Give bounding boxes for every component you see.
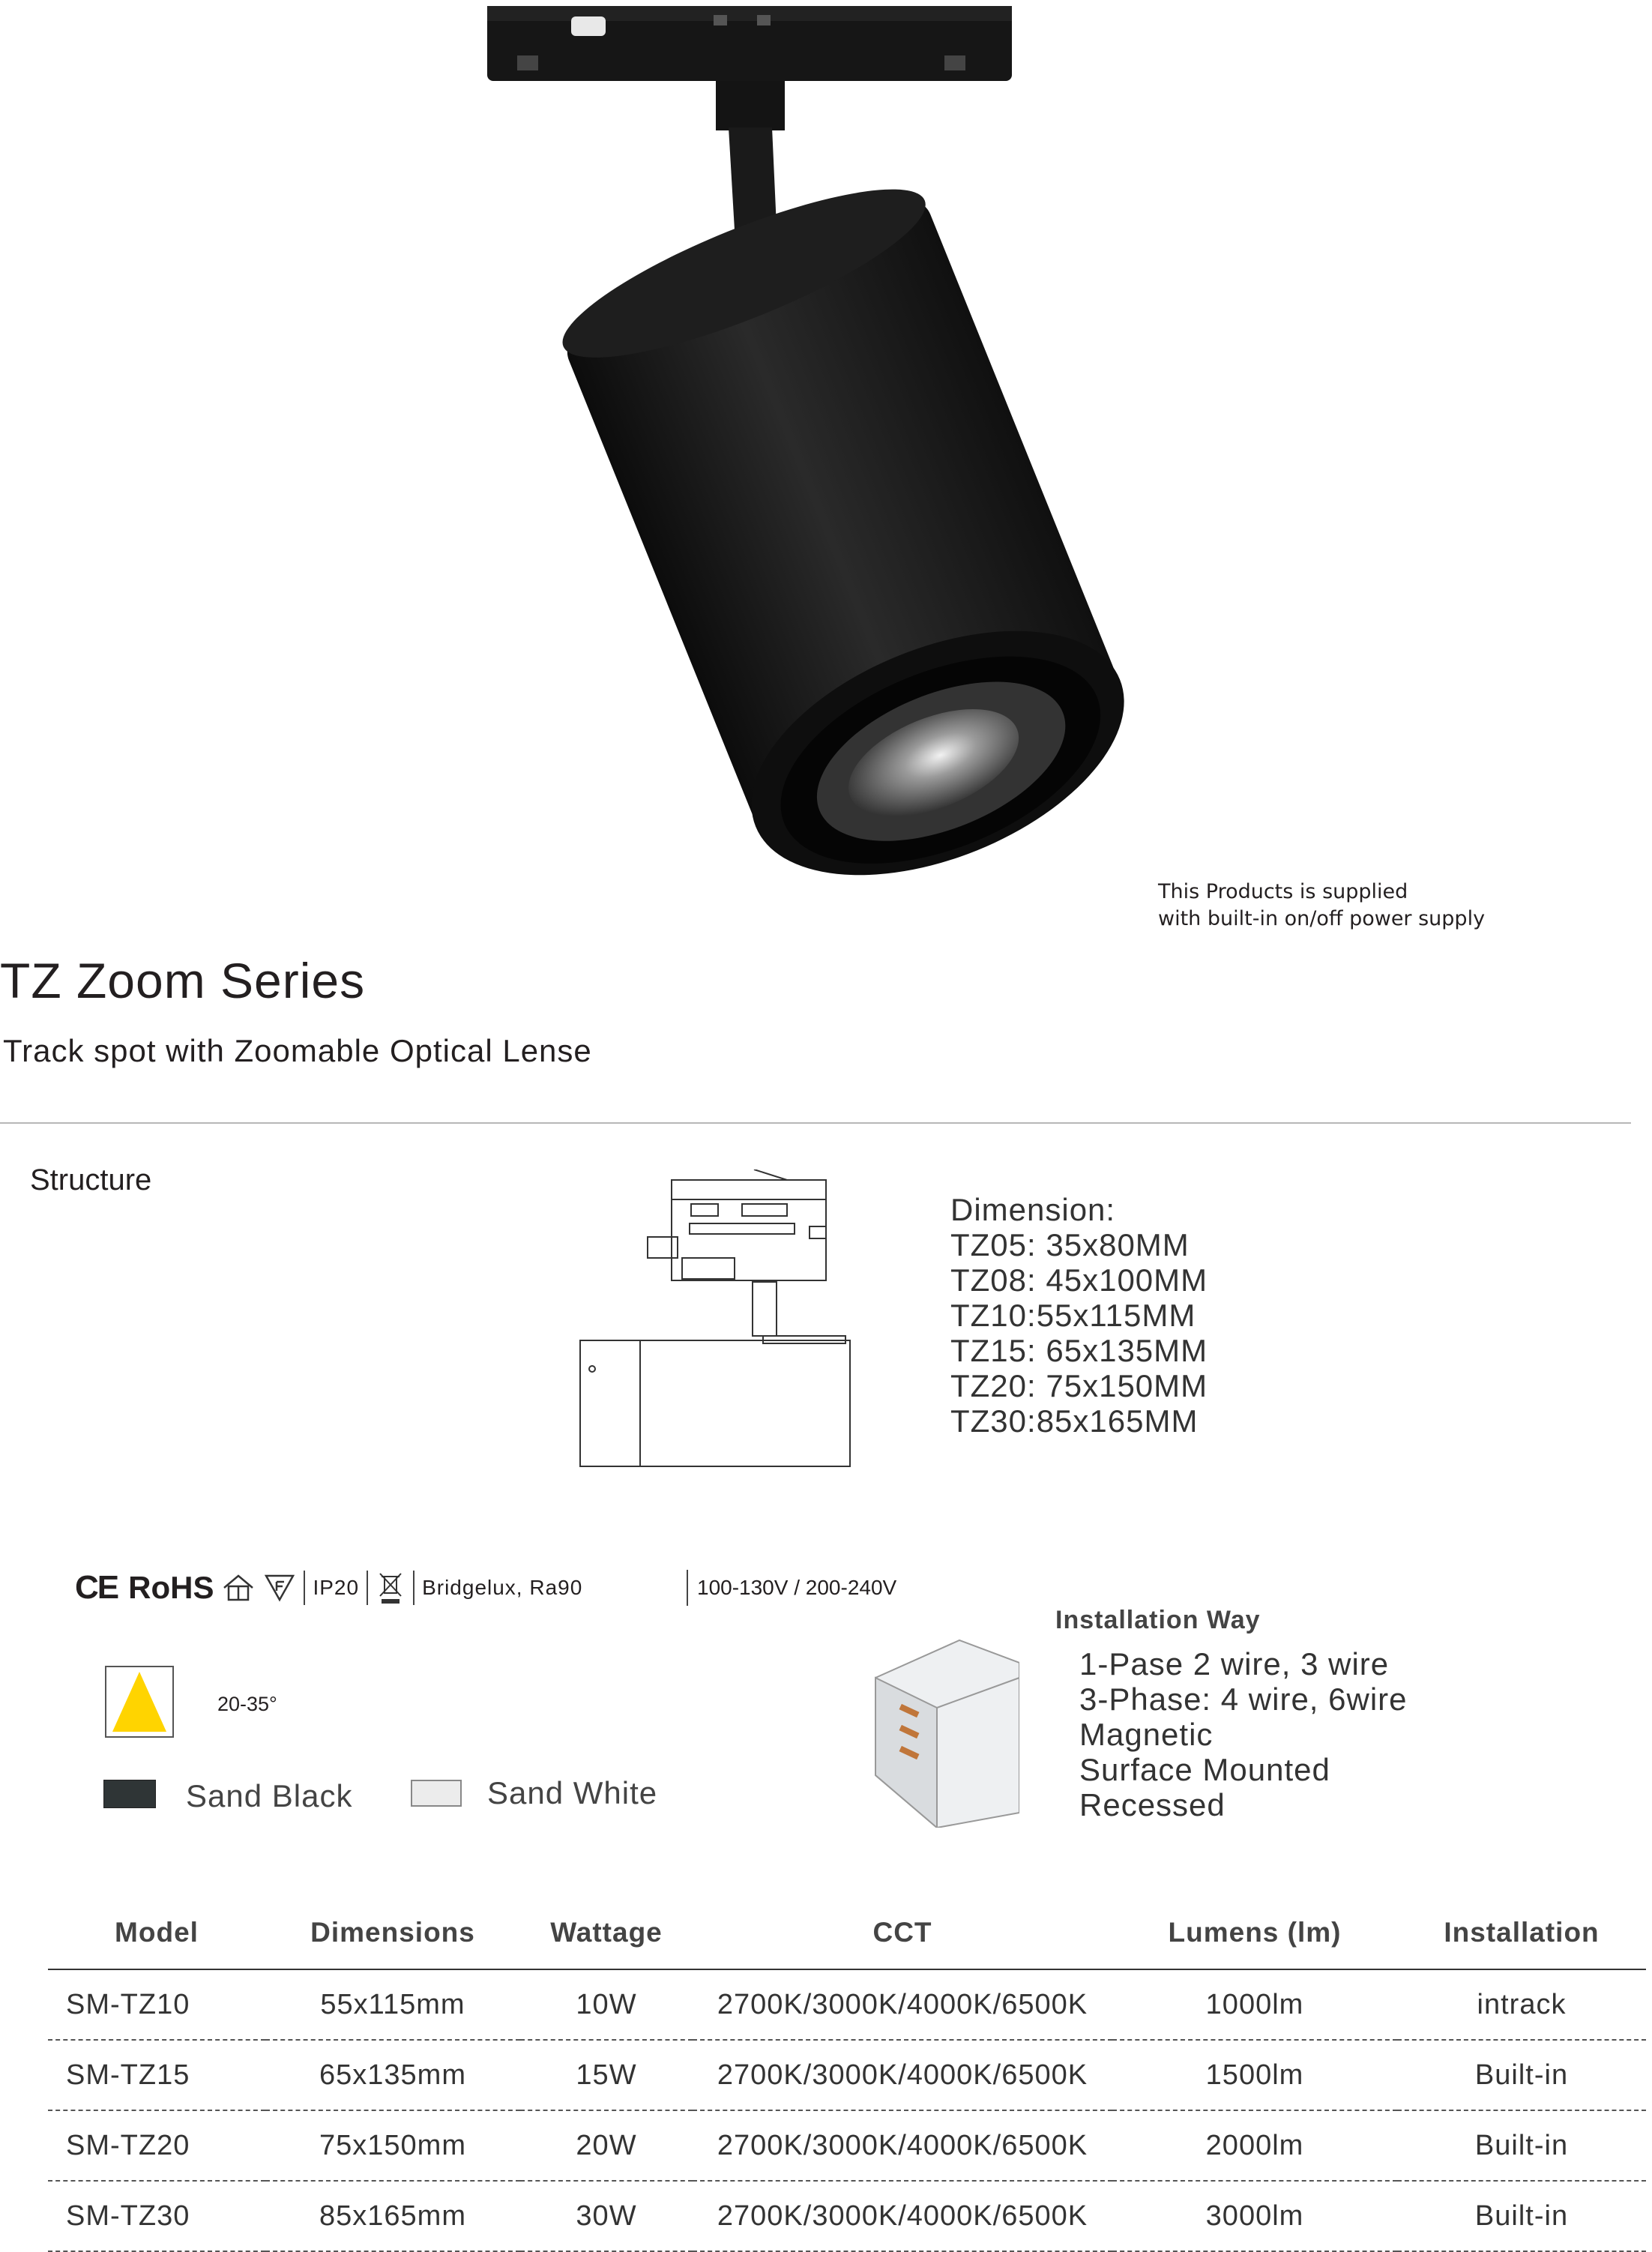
col-header-lumens: Lumens (lm): [1168, 1917, 1342, 1948]
cell-lumens: 1000lm: [1205, 1988, 1304, 2020]
structure-label: Structure: [30, 1163, 152, 1196]
installation-item: Recessed: [1079, 1787, 1226, 1822]
voltage-range: 100-130V / 200-240V: [697, 1576, 897, 1599]
sand-white-swatch: [411, 1780, 462, 1807]
sand-white-label: Sand White: [487, 1775, 658, 1810]
cell-dimensions: 85x165mm: [319, 2200, 466, 2232]
cell-lumens: 1500lm: [1205, 2059, 1304, 2091]
table-row: [48, 2181, 1646, 2251]
installation-item: 3-Phase: 4 wire, 6wire: [1079, 1682, 1408, 1717]
cell-cct: 2700K/3000K/4000K/6500K: [717, 2059, 1088, 2091]
cell-model: SM-TZ30: [66, 2200, 190, 2232]
cell-cct: 2700K/3000K/4000K/6500K: [717, 2129, 1088, 2161]
cell-cct: 2700K/3000K/4000K/6500K: [717, 2200, 1088, 2232]
col-header-model: Model: [115, 1917, 199, 1948]
col-header-wattage: Wattage: [550, 1917, 663, 1948]
sand-black-swatch: [103, 1780, 156, 1808]
notice-line-2: with built-in on/off power supply: [1158, 907, 1486, 930]
cell-wattage: 30W: [576, 2200, 637, 2232]
cert-separator: [367, 1571, 368, 1605]
cell-model: SM-TZ15: [66, 2059, 190, 2091]
cell-wattage: 20W: [576, 2129, 637, 2161]
table-header-row: [48, 1897, 1646, 1969]
dimension-item: TZ20: 75x150MM: [950, 1368, 1208, 1403]
cell-installation: Built-in: [1474, 2129, 1569, 2161]
cell-wattage: 15W: [576, 2059, 637, 2091]
installation-list: [1079, 1646, 1408, 1822]
cell-wattage: 10W: [576, 1988, 637, 2020]
cert-separator: [304, 1571, 305, 1605]
table-row: [48, 1969, 1646, 2040]
sand-black-label: Sand Black: [186, 1778, 353, 1813]
certification-row: [75, 1565, 582, 1610]
power-supply-notice: [1158, 879, 1485, 933]
dimension-item: TZ08: 45x100MM: [950, 1262, 1208, 1298]
cell-cct: 2700K/3000K/4000K/6500K: [717, 1988, 1088, 2020]
cell-lumens: 3000lm: [1205, 2200, 1304, 2232]
table-row: [48, 2110, 1646, 2181]
f-mark-icon: [263, 1573, 296, 1603]
installation-item: Magnetic: [1079, 1717, 1214, 1752]
rohs-mark: RoHS: [128, 1570, 214, 1605]
installation-title: Installation Way: [1055, 1606, 1261, 1634]
track-profile-image: [869, 1633, 1019, 1828]
cell-model: SM-TZ20: [66, 2129, 190, 2161]
cell-model: SM-TZ10: [66, 1988, 190, 2020]
col-header-installation: Installation: [1444, 1917, 1600, 1948]
cell-installation: intrack: [1477, 1988, 1567, 2020]
spec-table: [48, 1897, 1646, 2252]
notice-line-1: This Products is supplied: [1158, 880, 1408, 903]
dimension-item: TZ10:55x115MM: [950, 1298, 1196, 1333]
weee-bin-icon: [376, 1571, 406, 1605]
beam-angle-icon: [105, 1666, 174, 1738]
dimension-heading: Dimension:: [950, 1192, 1116, 1227]
dimension-list: [950, 1192, 1208, 1439]
cert-separator: [687, 1570, 688, 1606]
chip-info: Bridgelux, Ra90: [422, 1576, 583, 1599]
installation-item: 1-Pase 2 wire, 3 wire: [1079, 1646, 1390, 1682]
structure-drawing: [570, 1169, 869, 1477]
ce-mark: CE: [75, 1569, 118, 1606]
section-divider: [0, 1122, 1631, 1124]
dimension-item: TZ15: 65x135MM: [950, 1333, 1208, 1368]
cell-lumens: 2000lm: [1205, 2129, 1304, 2161]
page-title: TZ Zoom Series: [0, 953, 366, 1008]
cell-installation: Built-in: [1474, 2059, 1569, 2091]
beam-angle-label: 20-35°: [217, 1693, 277, 1715]
cell-dimensions: 75x150mm: [319, 2129, 466, 2161]
ip-rating: IP20: [313, 1576, 360, 1599]
product-image: [0, 0, 1652, 900]
class-ii-icon: [221, 1573, 256, 1603]
col-header-dimensions: Dimensions: [310, 1917, 475, 1948]
page-subtitle: Track spot with Zoomable Optical Lense: [3, 1033, 592, 1068]
dimension-item: TZ30:85x165MM: [950, 1403, 1199, 1439]
cell-installation: Built-in: [1474, 2200, 1569, 2232]
cell-dimensions: 65x135mm: [319, 2059, 466, 2091]
installation-item: Surface Mounted: [1079, 1752, 1330, 1787]
cert-separator: [413, 1571, 414, 1605]
cell-dimensions: 55x115mm: [320, 1988, 465, 2020]
col-header-cct: CCT: [872, 1917, 932, 1948]
table-row: [48, 2040, 1646, 2110]
dimension-item: TZ05: 35x80MM: [950, 1227, 1190, 1262]
